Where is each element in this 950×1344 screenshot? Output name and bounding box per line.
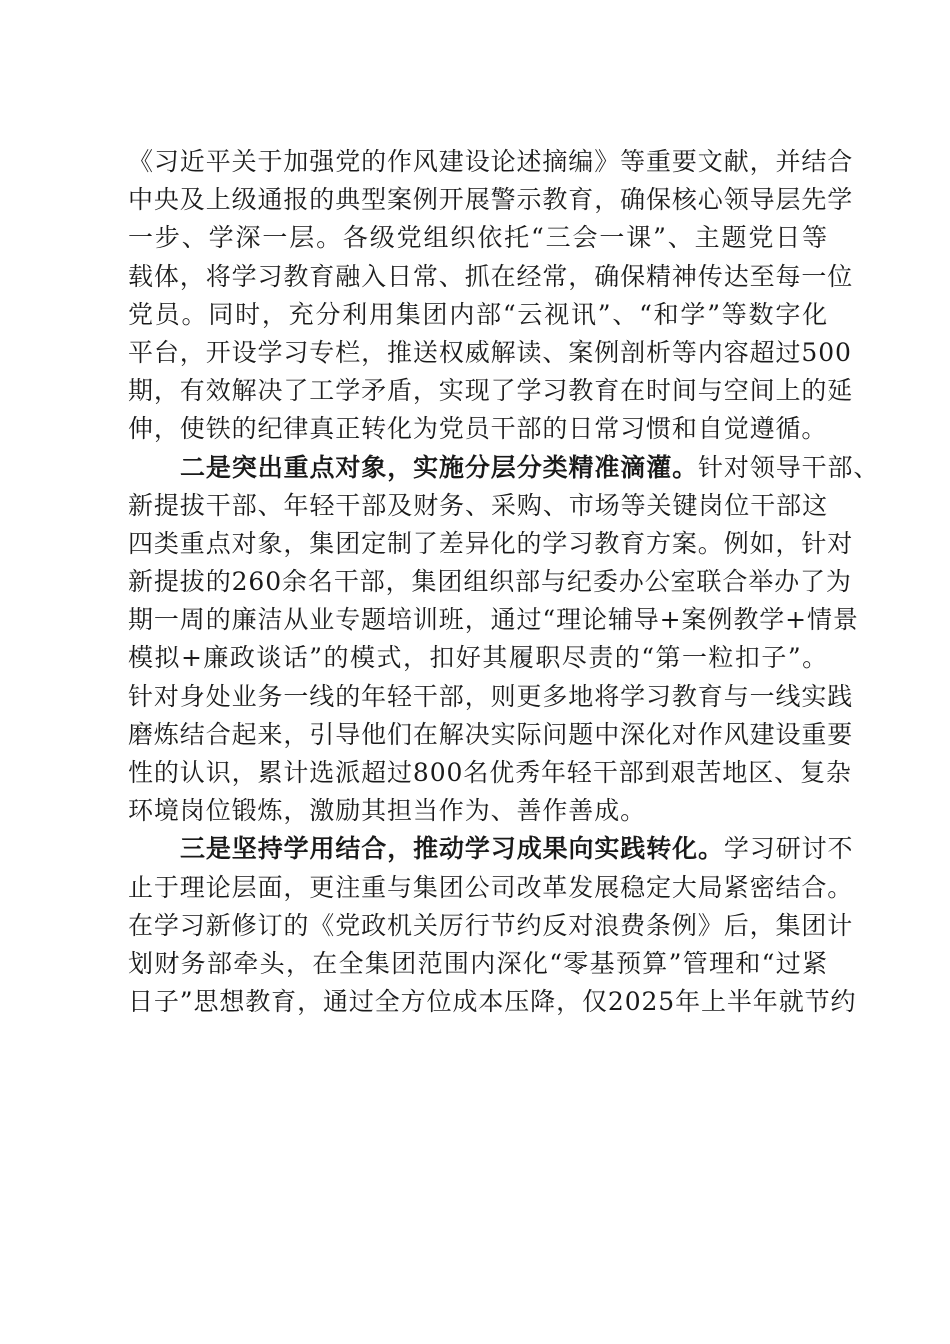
text-line: 《习近平关于加强党的作风建设论述摘编》等重要文献，并结合: [128, 147, 854, 176]
paragraph-first-line: [128, 830, 854, 868]
paragraph-1: [128, 143, 854, 449]
text-line: 一步、学深一层。各级党组织依托“三会一课”、主题党日等: [128, 223, 828, 253]
text-line: 新提拔干部、年轻干部及财务、采购、市场等关键岗位干部这: [128, 490, 828, 520]
paragraph-text: 针对领导干部、: [698, 452, 880, 482]
paragraph-text: 学习研讨不: [723, 834, 854, 864]
text-line: 期一周的廉洁从业专题培训班，通过“理论辅导+案例教学+情景: [128, 605, 859, 635]
text-line: 划财务部牵头，在全集团范围内深化“零基预算”管理和“过紧: [128, 948, 828, 978]
paragraph-2: [128, 449, 880, 831]
text-line: 止于理论层面，更注重与集团公司改革发展稳定大局紧密结合。: [128, 872, 854, 902]
text-line: 模拟+廉政谈话”的模式，扣好其履职尽责的“第一粒扣子”。: [128, 643, 828, 673]
text-line: 磨炼结合起来，引导他们在解决实际问题中深化对作风建设重要: [128, 719, 854, 749]
paragraph-3: [128, 830, 857, 1021]
text-line: 党员。同时，充分利用集团内部“云视讯”、“和学”等数字化: [128, 299, 828, 329]
paragraph-heading: 三是坚持学用结合，推动学习成果向实践转化。: [180, 834, 724, 864]
text-line: 伸，使铁的纪律真正转化为党员干部的日常习惯和自觉遵循。: [128, 414, 828, 444]
document-body: [128, 143, 880, 1021]
text-line: 四类重点对象，集团定制了差异化的学习教育方案。例如，针对: [128, 528, 854, 558]
text-line: 平台，开设学习专栏，推送权威解读、案例剖析等内容超过500: [128, 337, 852, 367]
paragraph-first-line: [128, 449, 880, 487]
paragraph-heading: 二是突出重点对象，实施分层分类精准滴灌。: [180, 452, 699, 482]
text-line: 中央及上级通报的典型案例开展警示教育，确保核心领导层先学: [128, 185, 854, 215]
text-line: 期，有效解决了工学矛盾，实现了学习教育在时间与空间上的延: [128, 376, 854, 406]
text-line: 性的认识，累计选派超过800名优秀年轻干部到艰苦地区、复杂: [128, 758, 852, 787]
text-line: 日子”思想教育，通过全方位成本压降，仅2025年上半年就节约: [128, 987, 857, 1017]
text-line: 在学习新修订的《党政机关厉行节约反对浪费条例》后，集团计: [128, 910, 854, 940]
text-line: 环境岗位锻炼，激励其担当作为、善作善成。: [128, 796, 647, 826]
text-line: 载体，将学习教育融入日常、抓在经常，确保精神传达至每一位: [128, 261, 854, 291]
text-line: 新提拔的260余名干部，集团组织部与纪委办公室联合举办了为: [128, 567, 852, 597]
text-line: 针对身处业务一线的年轻干部，则更多地将学习教育与一线实践: [128, 681, 854, 711]
